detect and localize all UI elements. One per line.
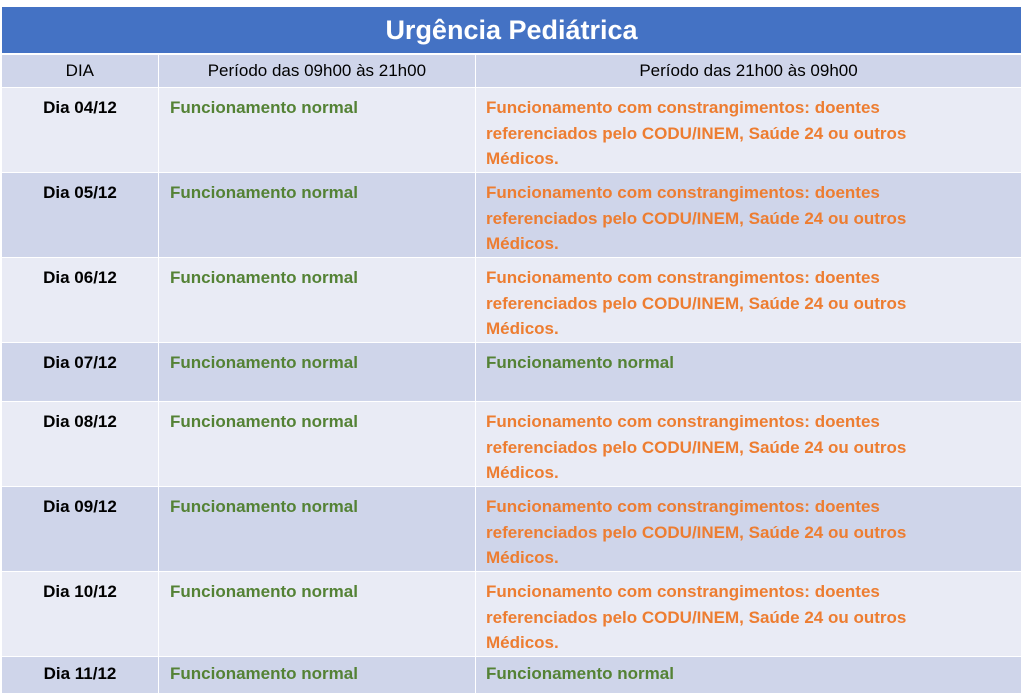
table-row [2, 87, 1021, 172]
table-row [2, 257, 1021, 342]
period-day-cell: Funcionamento normal [158, 487, 475, 571]
period-night-cell: Funcionamento com constrangimentos: doentes referenciados pelo CODU/INEM, Saúde 24 ou outros Médicos. [475, 258, 1021, 342]
table-row [2, 486, 1021, 571]
period-night-cell: Funcionamento normal [475, 343, 1021, 401]
period-night-cell: Funcionamento com constrangimentos: doentes referenciados pelo CODU/INEM, Saúde 24 ou outros Médicos. [475, 173, 1021, 257]
header-row [2, 55, 1021, 87]
day-cell: Dia 07/12 [43, 353, 117, 372]
period-day-cell: Funcionamento normal [158, 657, 475, 693]
day-cell: Dia 04/12 [43, 98, 117, 117]
header-day: DIA [65, 61, 95, 80]
period-day-cell: Funcionamento normal [158, 173, 475, 257]
day-cell: Dia 08/12 [43, 412, 117, 431]
period-night-cell: Funcionamento normal [475, 657, 1021, 693]
day-cell: Dia 10/12 [43, 582, 117, 601]
header-period-night: Período das 21h00 às 09h00 [475, 55, 1021, 87]
period-day-cell: Funcionamento normal [158, 343, 475, 401]
table-title: Urgência Pediátrica [2, 7, 1021, 53]
day-cell: Dia 06/12 [43, 268, 117, 287]
period-night-cell: Funcionamento com constrangimentos: doentes referenciados pelo CODU/INEM, Saúde 24 ou outros Médicos. [475, 88, 1021, 172]
day-cell: Dia 11/12 [43, 664, 117, 683]
table-row [2, 172, 1021, 257]
period-day-cell: Funcionamento normal [158, 572, 475, 656]
period-night-cell: Funcionamento com constrangimentos: doentes referenciados pelo CODU/INEM, Saúde 24 ou outros Médicos. [475, 487, 1021, 571]
period-night-cell: Funcionamento com constrangimentos: doentes referenciados pelo CODU/INEM, Saúde 24 ou outros Médicos. [475, 402, 1021, 486]
period-day-cell: Funcionamento normal [158, 88, 475, 172]
table-row [2, 656, 1021, 693]
table-row [2, 342, 1021, 401]
period-day-cell: Funcionamento normal [158, 402, 475, 486]
day-cell: Dia 05/12 [43, 183, 117, 202]
period-night-cell: Funcionamento com constrangimentos: doentes referenciados pelo CODU/INEM, Saúde 24 ou outros Médicos. [475, 572, 1021, 656]
header-period-day: Período das 09h00 às 21h00 [158, 55, 475, 87]
day-cell: Dia 09/12 [43, 497, 117, 516]
table-row [2, 401, 1021, 486]
table-row [2, 571, 1021, 656]
period-day-cell: Funcionamento normal [158, 258, 475, 342]
